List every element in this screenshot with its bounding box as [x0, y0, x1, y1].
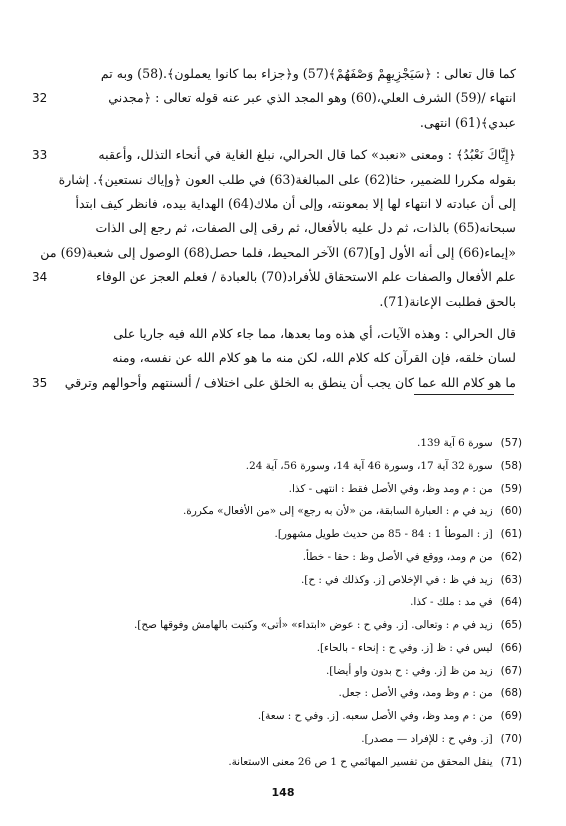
page-number: 148	[271, 786, 295, 799]
footnotes	[52, 432, 522, 773]
main-text	[20, 62, 516, 395]
text-line	[20, 346, 516, 370]
footnote-text: [ز. وفي ح : للإفراد — مصدر].	[361, 732, 493, 745]
footnote-text: من : م ومد وظ، وفي الأصل سعبه. [ز. وفي ح : سعة].	[257, 710, 493, 722]
footnote-text: سورة 6 آية 139.	[417, 437, 493, 449]
footnote	[52, 500, 522, 523]
footnote	[52, 751, 522, 774]
text-line	[20, 265, 516, 289]
footnote	[52, 682, 522, 705]
text-line	[20, 143, 516, 167]
line-text: قال الحرالي : وهذه الآيات، أي هذه وما بعدها، مما جاء كلام الله فيه جاريا على	[113, 325, 516, 341]
footnote	[52, 432, 522, 455]
footnote-number: (63)	[500, 573, 522, 586]
footnote-number: (71)	[500, 755, 522, 768]
footnote	[52, 637, 522, 660]
footnote-text: ليس في : ظ [ز. وفي ح : إنحاء - بالحاء].	[316, 641, 493, 654]
footnote-text: زيد في م : وتعالى. [ز. وفي ح : عوض «ابتداء» «أتى» وكتبت بالهامش وفوقها صح].	[133, 619, 493, 631]
footnote-text: في مد : ملك - كذا.	[410, 596, 493, 609]
line-text: بالحق فطلبت الإعانة(71).	[379, 293, 516, 309]
line-text: سبحانه(65) بالذات، ثم دل عليه بالأفعال، ثم رقى إلى الصفات، ثم رجع إلى الذات	[95, 220, 516, 236]
footnote	[52, 660, 522, 683]
line-text: لسان خلقه، فإن القرآن كله كلام الله، لكن منه ما هو كلام الله عن نفسه، ومنه	[112, 350, 516, 366]
line-text: بقوله مكررا للضمير، حثا(62) على المبالغة(63) في طلب العون ﴿وإياك نستعين﴾. إشارة	[58, 171, 516, 187]
footnote-number: (60)	[500, 505, 522, 518]
text-line	[20, 322, 516, 346]
footnote-text: ينقل المحقق من تفسير المهائمي ح 1 ص 26 معنى الاستعانة.	[228, 755, 493, 768]
footnote	[52, 569, 522, 592]
line-text: «إيماء(66) إلى أنه الأول [و](67) الآخر المحيط، فلما حصل(68) الوصول إلى شعبة(69) من	[40, 244, 516, 260]
footnote-number: (57)	[500, 437, 522, 449]
footnote	[52, 591, 522, 614]
line-text: ما هو كلام الله عما كان يجب أن ينطق به الخلق على اختلاف / ألسنتهم وأحوالهم وترقي	[64, 374, 516, 390]
footnote-text: سورة 32 آية 17، وسورة 46 آية 14، وسورة 56، آية 24.	[245, 459, 493, 472]
footnote-number: (66)	[500, 641, 522, 654]
line-text: علم الأفعال والصفات علم الاستحقاق للأفراد(70) بالعبادة / فعلم العجز عن الوفاء	[96, 269, 516, 285]
line-text: إلى أن عبادته لا انتهاء لها إلا بمعونته، وإلى أن ملاك(64) الهداية بيده، فانظر كيف ابتدأ	[75, 195, 516, 211]
footnote-text: من م ومد، ووقع في الأصل وظ : حقا - خطأ.	[302, 550, 493, 563]
footnote-number: (61)	[500, 528, 522, 540]
text-line	[20, 86, 516, 110]
footnote	[52, 455, 522, 478]
margin-line-number: 32	[32, 91, 48, 106]
text-line	[20, 216, 516, 240]
footnote-number: (59)	[500, 482, 522, 495]
footnote-text: من : م ومد وظ، وفي الأصل فقط : انتهى - كذا.	[288, 482, 493, 495]
margin-line-number: 35	[32, 375, 48, 390]
footnote-number: (62)	[500, 550, 522, 563]
footnote-number: (70)	[500, 732, 522, 745]
margin-line-number: 34	[32, 270, 48, 285]
footnote-number: (68)	[500, 687, 522, 700]
footnote-number: (69)	[500, 710, 522, 722]
footnote-text: [ز : الموطأ 1 : 84 - 85 من حديث طويل مشهور].	[274, 528, 493, 540]
line-text: عبدي﴾(61) انتهى.	[419, 114, 516, 130]
footnote	[52, 546, 522, 569]
footnote-number: (65)	[500, 619, 522, 631]
footnote-text: زيد في ظ : في الإخلاص [ز. وكذلك في : ح].	[300, 573, 493, 586]
footnote	[52, 728, 522, 751]
text-line	[20, 241, 516, 265]
text-line	[20, 371, 516, 395]
footnote-text: زيد من ظ [ز. وفي : ح بدون واو أيضا].	[326, 664, 493, 677]
line-text: انتهاء /(59) الشرف العلي،(60) وهو المجد الذي عبر عنه قوله تعالى : ﴿مجدني	[108, 90, 516, 106]
line-text: كما قال تعالى : ﴿سَيَجْزِيهِمْ وَصْفَهُمْ﴾(57) و﴿جزاء بما كانوا يعملون﴾.(58) وبه تم	[100, 66, 516, 81]
footnote	[52, 523, 522, 546]
footnote-number: (58)	[500, 459, 522, 472]
footnote	[52, 705, 522, 728]
margin-line-number: 33	[32, 148, 48, 163]
text-line	[20, 62, 516, 86]
footnote	[52, 478, 522, 501]
text-line	[20, 168, 516, 192]
text-line	[20, 290, 516, 314]
footnote-separator	[414, 394, 514, 395]
line-text: ﴿إِيَّاكَ نَعْبُدُ﴾ : ومعنى «نعبد» كما قال الحرالي، نبلغ الغاية في أنحاء التذلل، وأعقبه	[98, 147, 516, 163]
footnote-number: (64)	[500, 596, 522, 609]
text-line	[20, 192, 516, 216]
footnote-number: (67)	[500, 664, 522, 677]
text-line	[20, 111, 516, 135]
footnote-text: زيد في م : العبارة السابقة، من «لأن به رجع» إلى «من الأفعال» مكررة.	[182, 505, 493, 518]
footnote	[52, 614, 522, 637]
footnote-text: من : م وظ ومد، وفي الأصل : جعل.	[338, 687, 493, 700]
